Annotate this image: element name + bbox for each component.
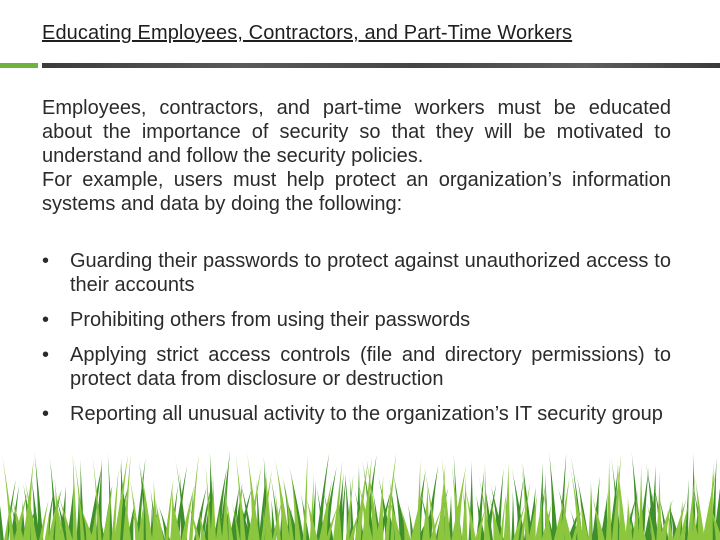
grass-blade <box>685 479 689 540</box>
intro-paragraph: Employees, contractors, and part-time workers must be educated about the importance of security so that they will be motivated to understand and follow the security policies. <box>42 97 671 167</box>
bullet-text: Reporting all unusual activity to the organization’s IT security group <box>70 403 663 425</box>
list-item <box>42 343 671 391</box>
bullet-icon: • <box>42 250 50 272</box>
grass-blade <box>504 462 511 540</box>
slide-title: Educating Employees, Contractors, and Part-Time Workers <box>42 22 573 44</box>
title-rule <box>42 63 720 68</box>
list-item <box>42 402 671 426</box>
title-rule-accent <box>0 63 38 68</box>
bullet-text: Guarding their passwords to protect against unauthorized access to their accounts <box>70 250 671 296</box>
bullet-icon: • <box>42 344 50 366</box>
bullet-icon: • <box>42 309 50 331</box>
list-item <box>42 308 671 332</box>
bullet-text: Applying strict access controls (file and directory permissions) to protect data from disclosure or destruction <box>70 344 671 390</box>
grass-blade <box>511 491 514 540</box>
slide-body <box>42 96 671 437</box>
bullet-text: Prohibiting others from using their passwords <box>70 309 471 331</box>
example-paragraph: For example, users must help protect an organization’s information systems and data by doing the following: <box>42 169 671 215</box>
grass-border-icon <box>0 450 720 540</box>
list-item <box>42 249 671 297</box>
grass-blade <box>606 459 612 540</box>
bullet-icon: • <box>42 403 50 425</box>
grass-blade <box>0 476 4 540</box>
bullet-list <box>42 249 671 426</box>
